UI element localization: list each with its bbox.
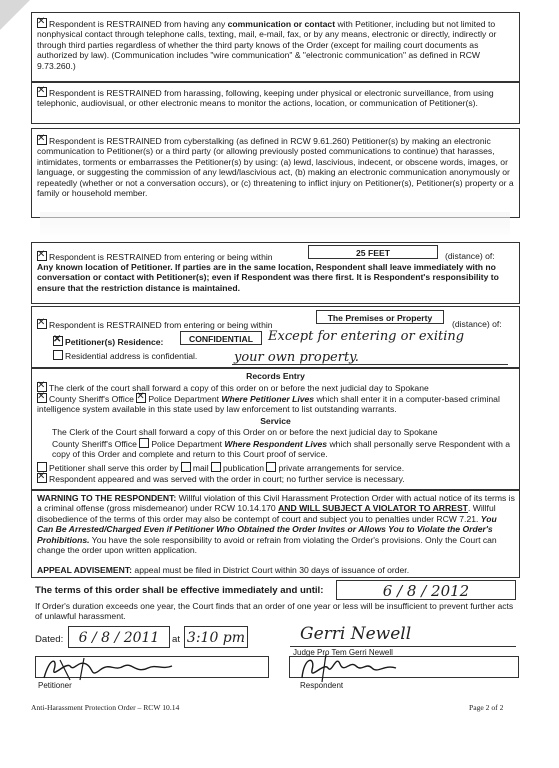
mail-checkbox[interactable] (181, 462, 191, 472)
terms-note: If Order's duration exceeds one year, the Court finds that an order of one year or less will be insufficient to prevent further acts of unlawful harassment. (35, 601, 514, 622)
page-fold (0, 0, 30, 30)
records-line2: ✕County Sheriff's Office ✕ Police Department Where Petitioner Lives which shall enter it in a computer-based criminal intelligence system available in this state used by law enforcement to list outstanding warrants. (37, 393, 517, 415)
judge-signature-line (290, 646, 516, 647)
harassment-restraint-text: ✕Respondent is RESTRAINED from harassing, following, keeping under physical or electronic surveillance, from using telephonic, audiovisual, or other electronic means to monitor the actions, location, or communication of Petitioner(s). (37, 87, 517, 109)
respondent-label: Respondent (300, 681, 344, 690)
handwritten-exception-2: your own property. (234, 350, 359, 365)
terms-date-box[interactable] (336, 580, 516, 600)
bleed-through (40, 212, 510, 242)
cyberstalking-restraint-checkbox[interactable] (37, 135, 47, 145)
private-checkbox[interactable] (266, 462, 276, 472)
service-appeared-row: ✕Respondent appeared and was served with the order in court; no further service is necessary. (37, 473, 405, 484)
service-heading: Service (260, 416, 291, 426)
distance-field[interactable]: 25 FEET (308, 245, 438, 259)
residence-field[interactable]: CONFIDENTIAL (180, 331, 262, 345)
footer-page-number: Page 2 of 2 (469, 703, 504, 712)
footer-form-title: Anti-Harassment Protection Order – RCW 10.14 (31, 703, 180, 712)
premises-restraint-lead: ✕Respondent is RESTRAINED from entering or being within (37, 319, 273, 330)
distance-restraint-checkbox[interactable] (37, 251, 47, 261)
residence-label-row: ✕Petitioner(s) Residence: (53, 336, 163, 347)
service-line2: County Sheriff's Office Police Department Where Respondent Lives which shall personally serve Respondent with a copy of this Order and complete and return to this Court proof of service. (52, 439, 511, 460)
distance-restraint-lead: ✕Respondent is RESTRAINED from entering or being within (37, 251, 273, 262)
terms-text: The terms of this order shall be effective immediately and until: (35, 585, 324, 596)
appeal-text: APPEAL ADVISEMENT: appeal must be filed in District Court within 30 days of issuance of order. (37, 565, 410, 575)
premises-distance-field[interactable]: The Premises or Property (316, 310, 444, 324)
distance-rule-text: Any known location of Petitioner. If parties are in the same location, Respondent shall leave immediately with no conversation or contact with Petitioner(s); even if Respondent was there first. It is Respondent's responsibility to ensure that the restriction distance is maintained. (37, 262, 499, 293)
petitioner-signature (40, 652, 180, 684)
handwritten-exception-1: Except for entering or exiting (268, 329, 465, 344)
service-line1: The Clerk of the Court shall forward a copy of this Order on or before the next judicial day to Spokane (52, 427, 438, 437)
terms-date: 6 / 8 / 2012 (382, 582, 470, 600)
harassment-restraint-checkbox[interactable] (37, 87, 47, 97)
confidential-checkbox[interactable] (53, 350, 63, 360)
dated-at: at (172, 634, 181, 645)
judge-label: Judge Pro Tem Gerri Newell (293, 648, 393, 657)
premises-distance-suffix: (distance) of: (452, 319, 502, 329)
records-police-checkbox[interactable] (136, 393, 146, 403)
records-line1: ✕The clerk of the court shall forward a copy of this order on or before the next judicial day to Spokane (37, 382, 429, 393)
dated-time-box[interactable] (184, 626, 248, 648)
cyberstalking-restraint-text: ✕Respondent is RESTRAINED from cyberstalking (as defined in RCW 9.61.260) Petitioner(s) by making an electronic communication to Petitioner(s) or a third party (or allowing previously posted communications to continue) that harasses, intimidates, torments or embarrasses the Petitioner(s) by using: (a) lewd, lascivious, indecent, or obscene words, images, or language, or suggesting the commission of any lewd/lascivious act, (b) making an electronic communication anonymously or repeatedly (whether or not a conversation occurs), or (c) threatening to inflict injury on Petitioner(s), Petitioner(s) property or a family or household member. (37, 135, 517, 198)
dated-date: 6 / 8 / 2011 (78, 630, 160, 646)
service-petitioner-row: Petitioner shall serve this order by mail publication private arrangements for service. (37, 462, 404, 473)
petitioner-label: Petitioner (38, 681, 72, 690)
warning-text: WARNING TO THE RESPONDENT: Willful violation of this Civil Harassment Protection Order with actual notice of its terms is a criminal offense (gross misdemeanor) under RCW 10.14.170 AND WILL SUBJECT A VIOLATOR TO ARREST. Willful disobedience of the terms of this order may also be contempt of court and subject you to penalties under RCW 7.21. You Can Be Arrested/Charged Even if Petitioner Who Obtained the Order Invites or Allows You to Violate the Order's Prohibitions. You have the sole responsibility to avoid or refrain from violating the Order's provisions. Only the Court can change the order upon written application. (37, 493, 515, 556)
contact-restraint-checkbox[interactable] (37, 18, 47, 28)
publication-checkbox[interactable] (211, 462, 221, 472)
contact-restraint-text: ✕Respondent is RESTRAINED from having any communication or contact with Petitioner, including but not limited to nonphysical contact through telephone calls, texting, mail, e-mail, fax, or by any means, electronic or directly, indirectly or through third parties regardless of whether the third party knows of the Order (except for mailing court documents as authorized by law). (Communication includes "wire communication" & "electronic communication" as defined in RCW 9.73.260.) (37, 18, 517, 71)
dated-date-box[interactable] (68, 626, 170, 648)
service-police-checkbox[interactable] (139, 438, 149, 448)
dated-time: 3:10 pm (186, 630, 246, 646)
distance-suffix: (distance) of: (445, 251, 495, 261)
premises-restraint-checkbox[interactable] (37, 319, 47, 329)
dated-label: Dated: (35, 634, 64, 645)
records-heading: Records Entry (246, 371, 305, 381)
records-sheriff-checkbox[interactable] (37, 393, 47, 403)
appeared-checkbox[interactable] (37, 473, 47, 483)
judge-signature: Gerri Newell (300, 624, 412, 644)
residence-checkbox[interactable] (53, 336, 63, 346)
confidential-row: Residential address is confidential. (53, 350, 197, 361)
